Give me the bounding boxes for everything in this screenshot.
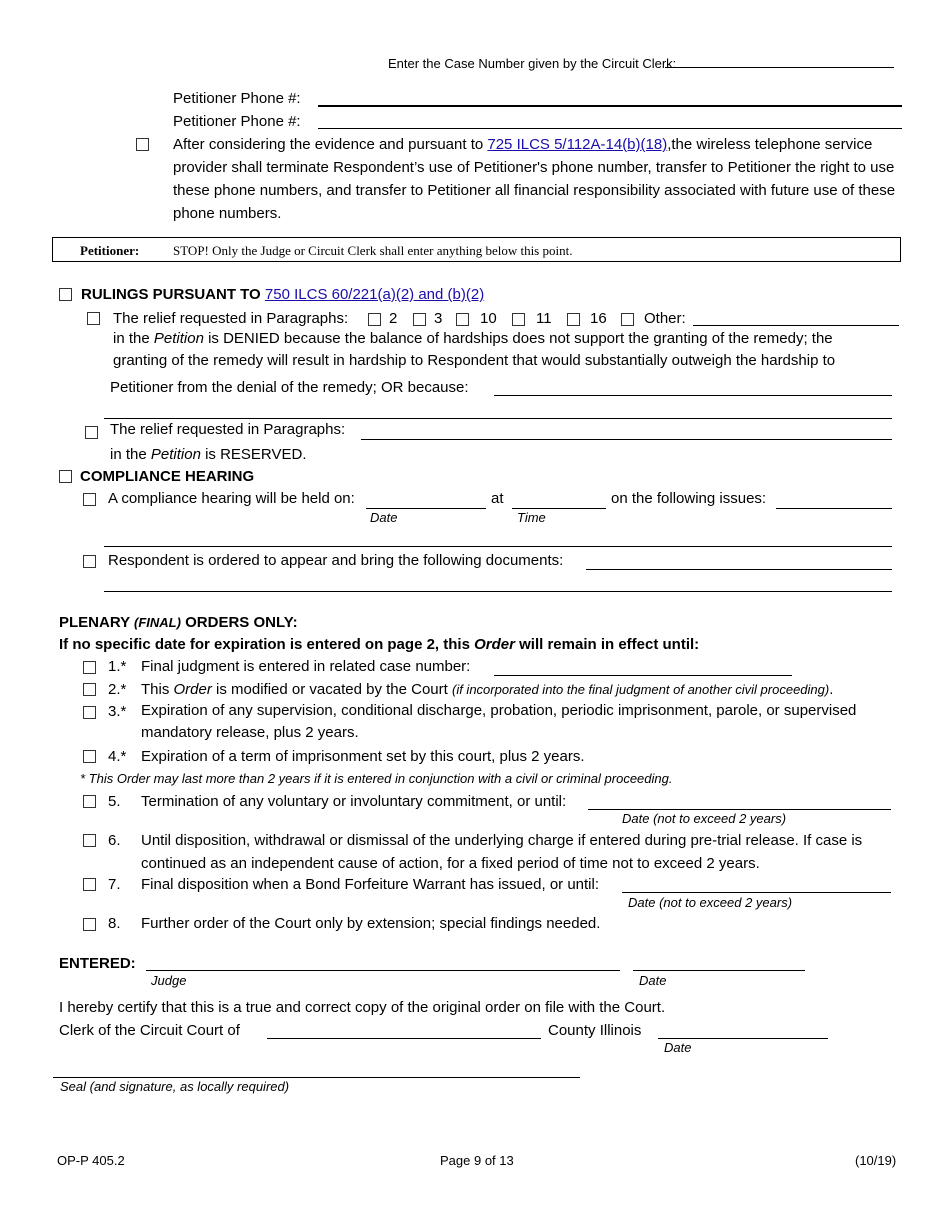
plenary-item-6-num: 6. [108,832,121,849]
reserved-petition-word: Petition [150,446,201,463]
item-2-order: Order [173,681,212,698]
plenary-item-8-text: Further order of the Court only by extension; special findings needed. [141,915,601,932]
form-id: OP-P 405.2 [57,1153,125,1168]
plenary-item-5-checkbox[interactable] [83,795,96,808]
item-2-end: . [829,681,834,698]
petitioner-phone-label-1: Petitioner Phone #: [173,90,301,107]
plenary-heading-pre: PLENARY [59,614,135,631]
plenary-sub-post: will remain in effect until: [514,636,700,653]
denied-paragraph [113,328,883,372]
item-2-mid: is modified or vacated by the Court [211,681,452,698]
paragraph-3-checkbox[interactable] [413,313,426,326]
respondent-docs-checkbox[interactable] [83,555,96,568]
petitioner-phone-field-2[interactable] [318,128,902,129]
bond-forfeiture-date-caption: Date (not to exceed 2 years) [628,895,793,910]
terminate-phone-text-pre: After considering the evidence and pursuant to [173,136,488,153]
stop-bar-text: STOP! Only the Judge or Circuit Clerk shall enter anything below this point. [173,243,573,258]
terminate-phone-text-post: ,the wireless telephone service provider shall terminate Respondent’s use of Petitioner's phone number, transfer to Petitioner the right to use these phone numbers, and transfer to Petitioner all financial responsibility associated with future use of these phone numbers. [173,136,896,222]
commitment-date-caption: Date (not to exceed 2 years) [622,811,787,826]
commitment-date-field[interactable] [588,809,891,810]
relief-reserved-checkbox[interactable] [85,426,98,439]
paragraph-3-label: 3 [434,310,443,327]
plenary-item-1-checkbox[interactable] [83,661,96,674]
denied-post: is DENIED because the balance of hardships does not support the granting of the remedy; the granting of the remedy will result in hardship to Respondent that would substantially outweigh the hardship to [113,330,836,369]
petitioner-phone-field-1[interactable] [318,105,902,107]
item-2-ital: (if incorporated into the final judgment of another civil proceeding) [451,682,830,697]
judge-signature-field[interactable] [146,970,620,971]
plenary-item-5-text: Termination of any voluntary or involuntary commitment, or until: [141,793,567,810]
plenary-item-3-text: Expiration of any supervision, conditional discharge, probation, periodic imprisonment, parole, or supervised mandatory release, plus 2 years. [141,702,857,741]
compliance-issues-label: on the following issues: [611,490,767,507]
reserved-line [110,446,307,463]
plenary-item-4-num: 4.* [108,748,127,765]
respondent-docs-label: Respondent is ordered to appear and bring the following documents: [108,552,564,569]
clerk-label: Clerk of the Circuit Court of [59,1022,240,1039]
compliance-heading: COMPLIANCE HEARING [80,468,255,485]
compliance-issues-field-2[interactable] [104,546,892,547]
plenary-item-1-num: 1.* [108,658,127,675]
rulings-heading-text: RULINGS PURSUANT TO [81,286,265,303]
plenary-subheading [59,636,699,653]
compliance-date-caption: Date [370,510,398,525]
plenary-heading-final: (FINAL) [134,615,181,630]
case-number-field[interactable] [665,67,894,68]
reserved-post: is RESERVED. [200,446,307,463]
compliance-issues-field[interactable] [776,508,892,509]
plenary-item-3-checkbox[interactable] [83,706,96,719]
clerk-date-caption: Date [664,1040,692,1055]
paragraph-2-label: 2 [389,310,398,327]
plenary-footnote: * This Order may last more than 2 years if it is entered in conjunction with a civil or criminal proceeding. [80,771,673,786]
plenary-item-2-num: 2.* [108,681,127,698]
entered-date-caption: Date [639,973,667,988]
plenary-item-8-num: 8. [108,915,121,932]
relief-denied-checkbox[interactable] [87,312,100,325]
page-number: Page 9 of 13 [440,1153,514,1168]
denied-because-label: Petitioner from the denial of the remedy; OR because: [110,379,469,396]
plenary-item-2-checkbox[interactable] [83,683,96,696]
paragraph-11-label: 11 [536,310,552,327]
paragraph-16-label: 16 [590,310,607,327]
compliance-date-field[interactable] [366,508,486,509]
relief-reserved-label: The relief requested in Paragraphs: [110,421,346,438]
plenary-item-5-num: 5. [108,793,121,810]
reserved-pre: in the [110,446,151,463]
plenary-item-6-text: Until disposition, withdrawal or dismissal of the underlying charge if entered during pre-trial release. If case is continued as an independent cause of action, for a fixed period of time not to exceed 2 years. [141,832,863,872]
plenary-item-8-checkbox[interactable] [83,918,96,931]
plenary-item-7-checkbox[interactable] [83,878,96,891]
plenary-item-6-checkbox[interactable] [83,834,96,847]
relief-reserved-field[interactable] [361,439,892,440]
certify-statement: I hereby certify that this is a true and correct copy of the original order on file with the Court. [59,999,666,1016]
other-field[interactable] [693,325,899,326]
statute-link-725[interactable]: 725 ILCS 5/112A-14(b)(18) [487,136,668,153]
compliance-at-label: at [491,490,504,507]
plenary-sub-pre: If no specific date for expiration is entered on page 2, this [59,636,475,653]
respondent-docs-field[interactable] [586,569,892,570]
stop-bar-label: Petitioner: [80,243,140,258]
paragraph-10-label: 10 [480,310,497,327]
clerk-date-field[interactable] [658,1038,828,1039]
plenary-item-7-num: 7. [108,876,121,893]
case-number-label: Enter the Case Number given by the Circuit Clerk: [388,56,677,71]
paragraph-16-checkbox[interactable] [567,313,580,326]
plenary-item-3-num: 3.* [108,703,127,720]
plenary-sub-order: Order [474,636,515,653]
plenary-item-4-text: Expiration of a term of imprisonment set by this court, plus 2 years. [141,748,585,765]
rulings-heading [81,286,484,303]
county-illinois-label: County Illinois [548,1022,642,1039]
petition-word: Petition [153,330,204,347]
other-label: Other: [644,310,686,327]
paragraph-2-checkbox[interactable] [368,313,381,326]
respondent-docs-field-2[interactable] [104,591,892,592]
item-2-pre: This [141,681,174,698]
compliance-held-label: A compliance hearing will be held on: [108,490,355,507]
paragraph-10-checkbox[interactable] [456,313,469,326]
entered-label: ENTERED: [59,955,136,972]
plenary-heading [59,614,298,631]
judge-caption: Judge [151,973,187,988]
entered-date-field[interactable] [633,970,805,971]
compliance-time-field[interactable] [512,508,606,509]
seal-signature-field[interactable] [53,1077,580,1078]
compliance-held-checkbox[interactable] [83,493,96,506]
related-case-number-field[interactable] [494,675,792,676]
bond-forfeiture-date-field[interactable] [622,892,891,893]
plenary-item-7-text: Final disposition when a Bond Forfeiture Warrant has issued, or until: [141,876,600,893]
compliance-time-caption: Time [517,510,546,525]
other-checkbox[interactable] [621,313,634,326]
plenary-item-1-text: Final judgment is entered in related case number: [141,658,471,675]
plenary-item-2-text [141,681,833,698]
denied-reason-field-2[interactable] [104,418,892,419]
terminate-phone-checkbox[interactable] [136,138,149,151]
compliance-checkbox[interactable] [59,470,72,483]
terminate-phone-paragraph [173,133,903,225]
denied-pre: in the [113,330,154,347]
paragraph-11-checkbox[interactable] [512,313,525,326]
petitioner-phone-label-2: Petitioner Phone #: [173,113,301,130]
denied-reason-field[interactable] [494,395,892,396]
form-revision: (10/19) [855,1153,897,1168]
statute-link-750[interactable]: 750 ILCS 60/221(a)(2) and (b)(2) [264,286,485,303]
seal-caption: Seal (and signature, as locally required) [60,1079,290,1094]
county-name-field[interactable] [267,1038,541,1039]
plenary-item-4-checkbox[interactable] [83,750,96,763]
rulings-checkbox[interactable] [59,288,72,301]
plenary-heading-post: ORDERS ONLY: [180,614,298,631]
relief-denied-label: The relief requested in Paragraphs: [113,310,349,327]
